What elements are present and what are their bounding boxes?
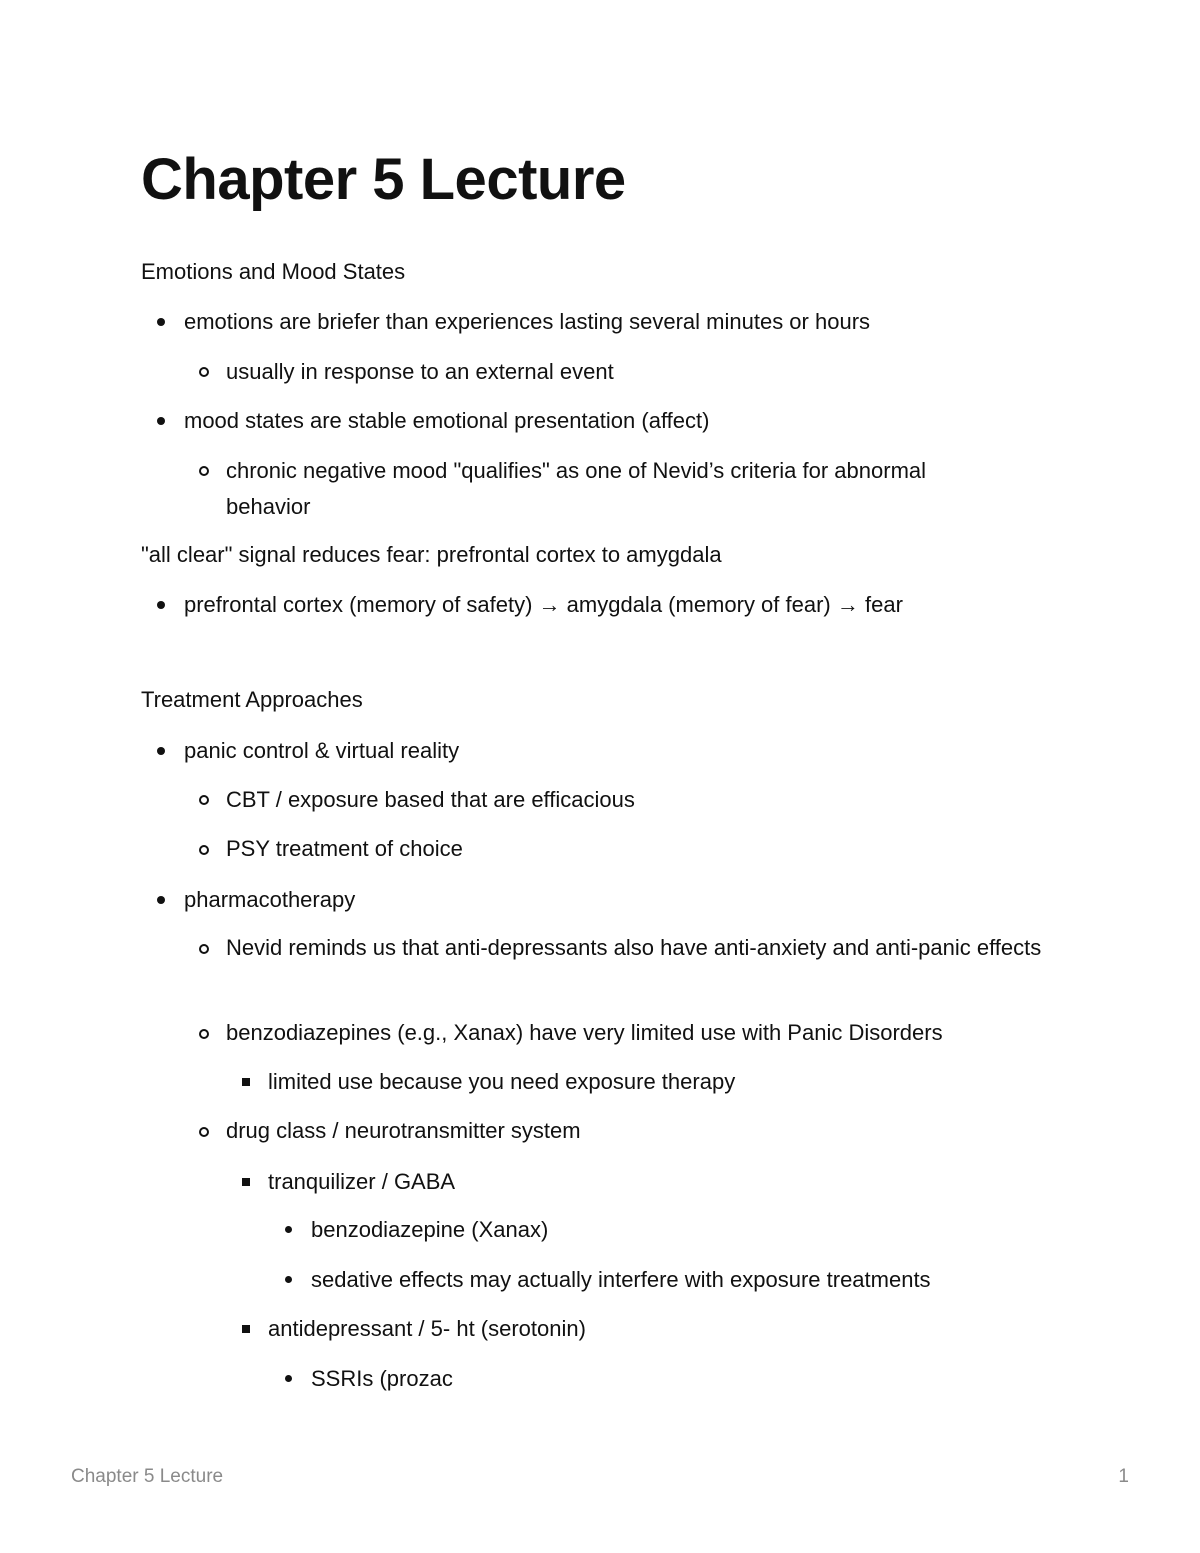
- section-heading-emotions: Emotions and Mood States: [141, 259, 406, 284]
- list-item: antidepressant / 5- ht (serotonin): [268, 1316, 586, 1341]
- bullet-filled-circle: [157, 747, 165, 755]
- bullet-hollow-circle: [199, 1029, 209, 1039]
- bullet-filled-circle: [157, 318, 165, 326]
- list-item: drug class / neurotransmitter system: [226, 1118, 581, 1143]
- bullet-hollow-circle: [199, 1127, 209, 1137]
- list-item: SSRIs (prozac: [311, 1366, 453, 1391]
- list-item: tranquilizer / GABA: [268, 1169, 456, 1194]
- footer-page-number: 1: [1118, 1466, 1129, 1487]
- list-item: emotions are briefer than experiences lasting several minutes or hours: [184, 309, 871, 334]
- bullet-small-circle: [285, 1276, 292, 1283]
- list-item: limited use because you need exposure therapy: [268, 1069, 736, 1094]
- bullet-hollow-circle: [199, 466, 209, 476]
- section-heading-treatment: Treatment Approaches: [141, 687, 363, 712]
- list-item: usually in response to an external event: [226, 359, 614, 384]
- list-item: panic control & virtual reality: [184, 738, 460, 763]
- list-item: Nevid reminds us that anti-depressants also have anti-anxiety and anti-panic effects: [226, 935, 1042, 960]
- bullet-filled-square: [242, 1078, 250, 1086]
- footer-title: Chapter 5 Lecture: [71, 1466, 224, 1487]
- list-item: pharmacotherapy: [184, 887, 356, 912]
- bullet-hollow-circle: [199, 944, 209, 954]
- list-item: mood states are stable emotional presentation (affect): [184, 408, 710, 433]
- bullet-filled-circle: [157, 601, 165, 609]
- bullet-filled-square: [242, 1178, 250, 1186]
- bullet-hollow-circle: [199, 367, 209, 377]
- bullet-hollow-circle: [199, 845, 209, 855]
- bullet-filled-circle: [157, 896, 165, 904]
- page-title: Chapter 5 Lecture: [141, 147, 626, 212]
- bullet-filled-square: [242, 1325, 250, 1333]
- list-item: prefrontal cortex (memory of safety) → amygdala (memory of fear) → fear: [184, 592, 903, 617]
- bullet-small-circle: [285, 1375, 292, 1382]
- bullet-small-circle: [285, 1226, 292, 1233]
- bullet-hollow-circle: [199, 795, 209, 805]
- list-item: PSY treatment of choice: [226, 836, 463, 861]
- list-item: benzodiazepines (e.g., Xanax) have very limited use with Panic Disorders: [226, 1020, 943, 1045]
- section-heading-all-clear: "all clear" signal reduces fear: prefrontal cortex to amygdala: [141, 542, 722, 567]
- list-item: chronic negative mood "qualifies" as one of Nevid’s criteria for abnormal behavior: [226, 458, 927, 519]
- list-item: CBT / exposure based that are efficacious: [226, 787, 635, 812]
- bullet-filled-circle: [157, 417, 165, 425]
- list-item: sedative effects may actually interfere with exposure treatments: [311, 1267, 931, 1292]
- list-item: benzodiazepine (Xanax): [311, 1217, 549, 1242]
